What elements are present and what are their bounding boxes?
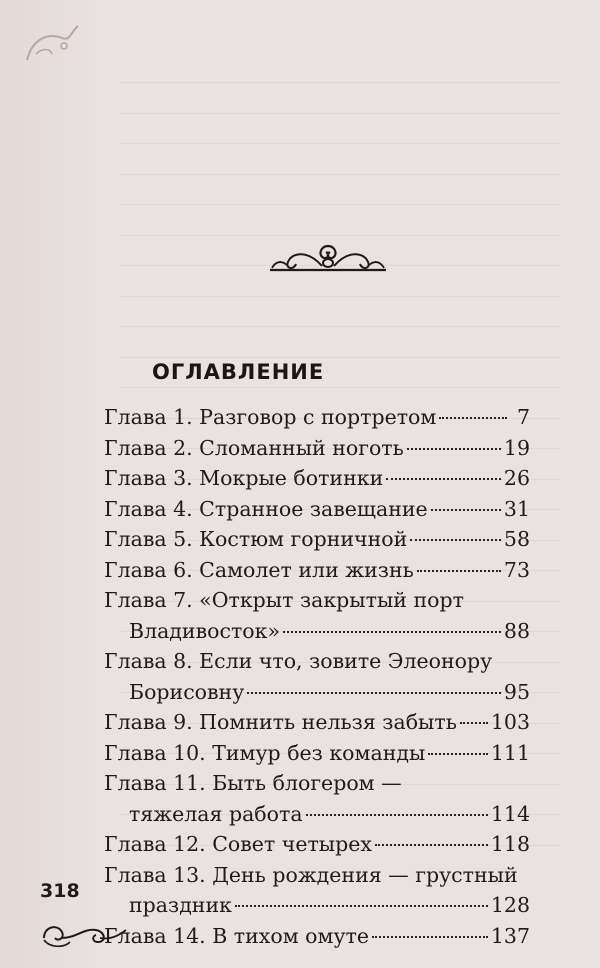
toc-entry-page: 118 xyxy=(490,832,530,856)
table-of-contents xyxy=(104,402,530,951)
toc-entry-title: Глава 11. Быть блогером — xyxy=(104,771,402,795)
show-through-line xyxy=(120,337,560,358)
toc-entry xyxy=(104,555,530,586)
dot-leader xyxy=(375,844,488,846)
toc-entry-title: тяжелая работа xyxy=(129,801,303,826)
toc-entry-page: 111 xyxy=(490,740,530,765)
toc-entry xyxy=(104,433,530,464)
bottom-ornament-icon xyxy=(40,918,130,954)
dot-leader xyxy=(417,570,501,572)
toc-entry-title: Глава 13. День рождения — грустный xyxy=(104,862,518,887)
toc-entry-title: Глава 12. Совет четырех xyxy=(104,832,372,856)
toc-entry xyxy=(104,646,530,707)
dot-leader xyxy=(431,509,501,511)
show-through-line xyxy=(120,154,560,175)
dot-leader xyxy=(439,417,507,419)
spine-margin xyxy=(0,0,92,968)
toc-entry-title: Борисовну xyxy=(129,679,245,704)
toc-entry-page: 73 xyxy=(503,557,530,582)
show-through-line xyxy=(120,306,560,327)
toc-entry-title: Глава 6. Самолет или жизнь xyxy=(104,557,414,582)
show-through-line xyxy=(120,215,560,236)
show-through-line xyxy=(120,184,560,205)
show-through-line xyxy=(120,62,560,83)
toc-entry xyxy=(104,402,530,433)
dot-leader xyxy=(306,814,488,816)
toc-entry-title: праздник xyxy=(129,893,232,917)
toc-entry-title: Глава 1. Разговор с портретом xyxy=(104,405,437,429)
toc-entry-title: Глава 10. Тимур без команды xyxy=(104,740,426,765)
dot-leader xyxy=(247,692,501,694)
toc-entry xyxy=(104,738,530,769)
toc-entry xyxy=(104,921,530,952)
toc-entry xyxy=(104,463,530,494)
toc-entry-title: Глава 8. Если что, зовите Элеонору xyxy=(104,649,493,673)
dot-leader xyxy=(386,478,501,480)
toc-entry-title: Глава 5. Костюм горничной xyxy=(104,527,408,551)
show-through-line xyxy=(120,123,560,144)
toc-entry-page: 103 xyxy=(490,710,530,734)
dot-leader xyxy=(283,631,501,633)
toc-entry-page: 95 xyxy=(503,679,530,704)
toc-entry xyxy=(104,494,530,525)
dot-leader xyxy=(428,753,488,755)
toc-entry-title: Владивосток» xyxy=(129,618,280,643)
divider-ornament-icon xyxy=(268,242,388,278)
toc-entry-page: 114 xyxy=(490,801,530,826)
corner-ornament-icon xyxy=(22,20,82,70)
toc-entry xyxy=(104,768,530,829)
toc-entry xyxy=(104,829,530,860)
toc-entry-title: Глава 4. Странное завещание xyxy=(104,496,428,521)
toc-entry-page: 88 xyxy=(503,618,530,643)
toc-title: ОГЛАВЛЕНИЕ xyxy=(152,360,325,384)
toc-entry-title: Глава 9. Помнить нельзя забыть xyxy=(104,710,457,734)
toc-entry-page: 31 xyxy=(503,496,530,521)
toc-entry-title: Глава 7. «Открыт закрытый порт xyxy=(104,588,464,612)
toc-entry-page: 137 xyxy=(490,923,530,948)
toc-entry-page: 58 xyxy=(503,527,530,551)
dot-leader xyxy=(407,448,501,450)
page-number: 318 xyxy=(40,880,80,902)
show-through-line xyxy=(120,93,560,114)
toc-entry-page: 128 xyxy=(490,893,530,917)
toc-entry-title: Глава 14. В тихом омуте xyxy=(104,923,369,948)
toc-entry xyxy=(104,524,530,555)
toc-entry-title: Глава 2. Сломанный ноготь xyxy=(104,435,404,460)
toc-entry xyxy=(104,585,530,646)
dot-leader xyxy=(372,936,488,938)
toc-entry-page: 19 xyxy=(503,435,530,460)
show-through-line xyxy=(120,276,560,297)
toc-entry xyxy=(104,860,530,921)
dot-leader xyxy=(460,722,488,724)
dot-leader xyxy=(410,539,501,541)
toc-entry-page: 26 xyxy=(503,466,530,490)
toc-entry-page: 7 xyxy=(516,405,530,429)
toc-entry-title: Глава 3. Мокрые ботинки xyxy=(104,466,384,490)
dot-leader xyxy=(235,905,488,907)
toc-entry xyxy=(104,707,530,738)
